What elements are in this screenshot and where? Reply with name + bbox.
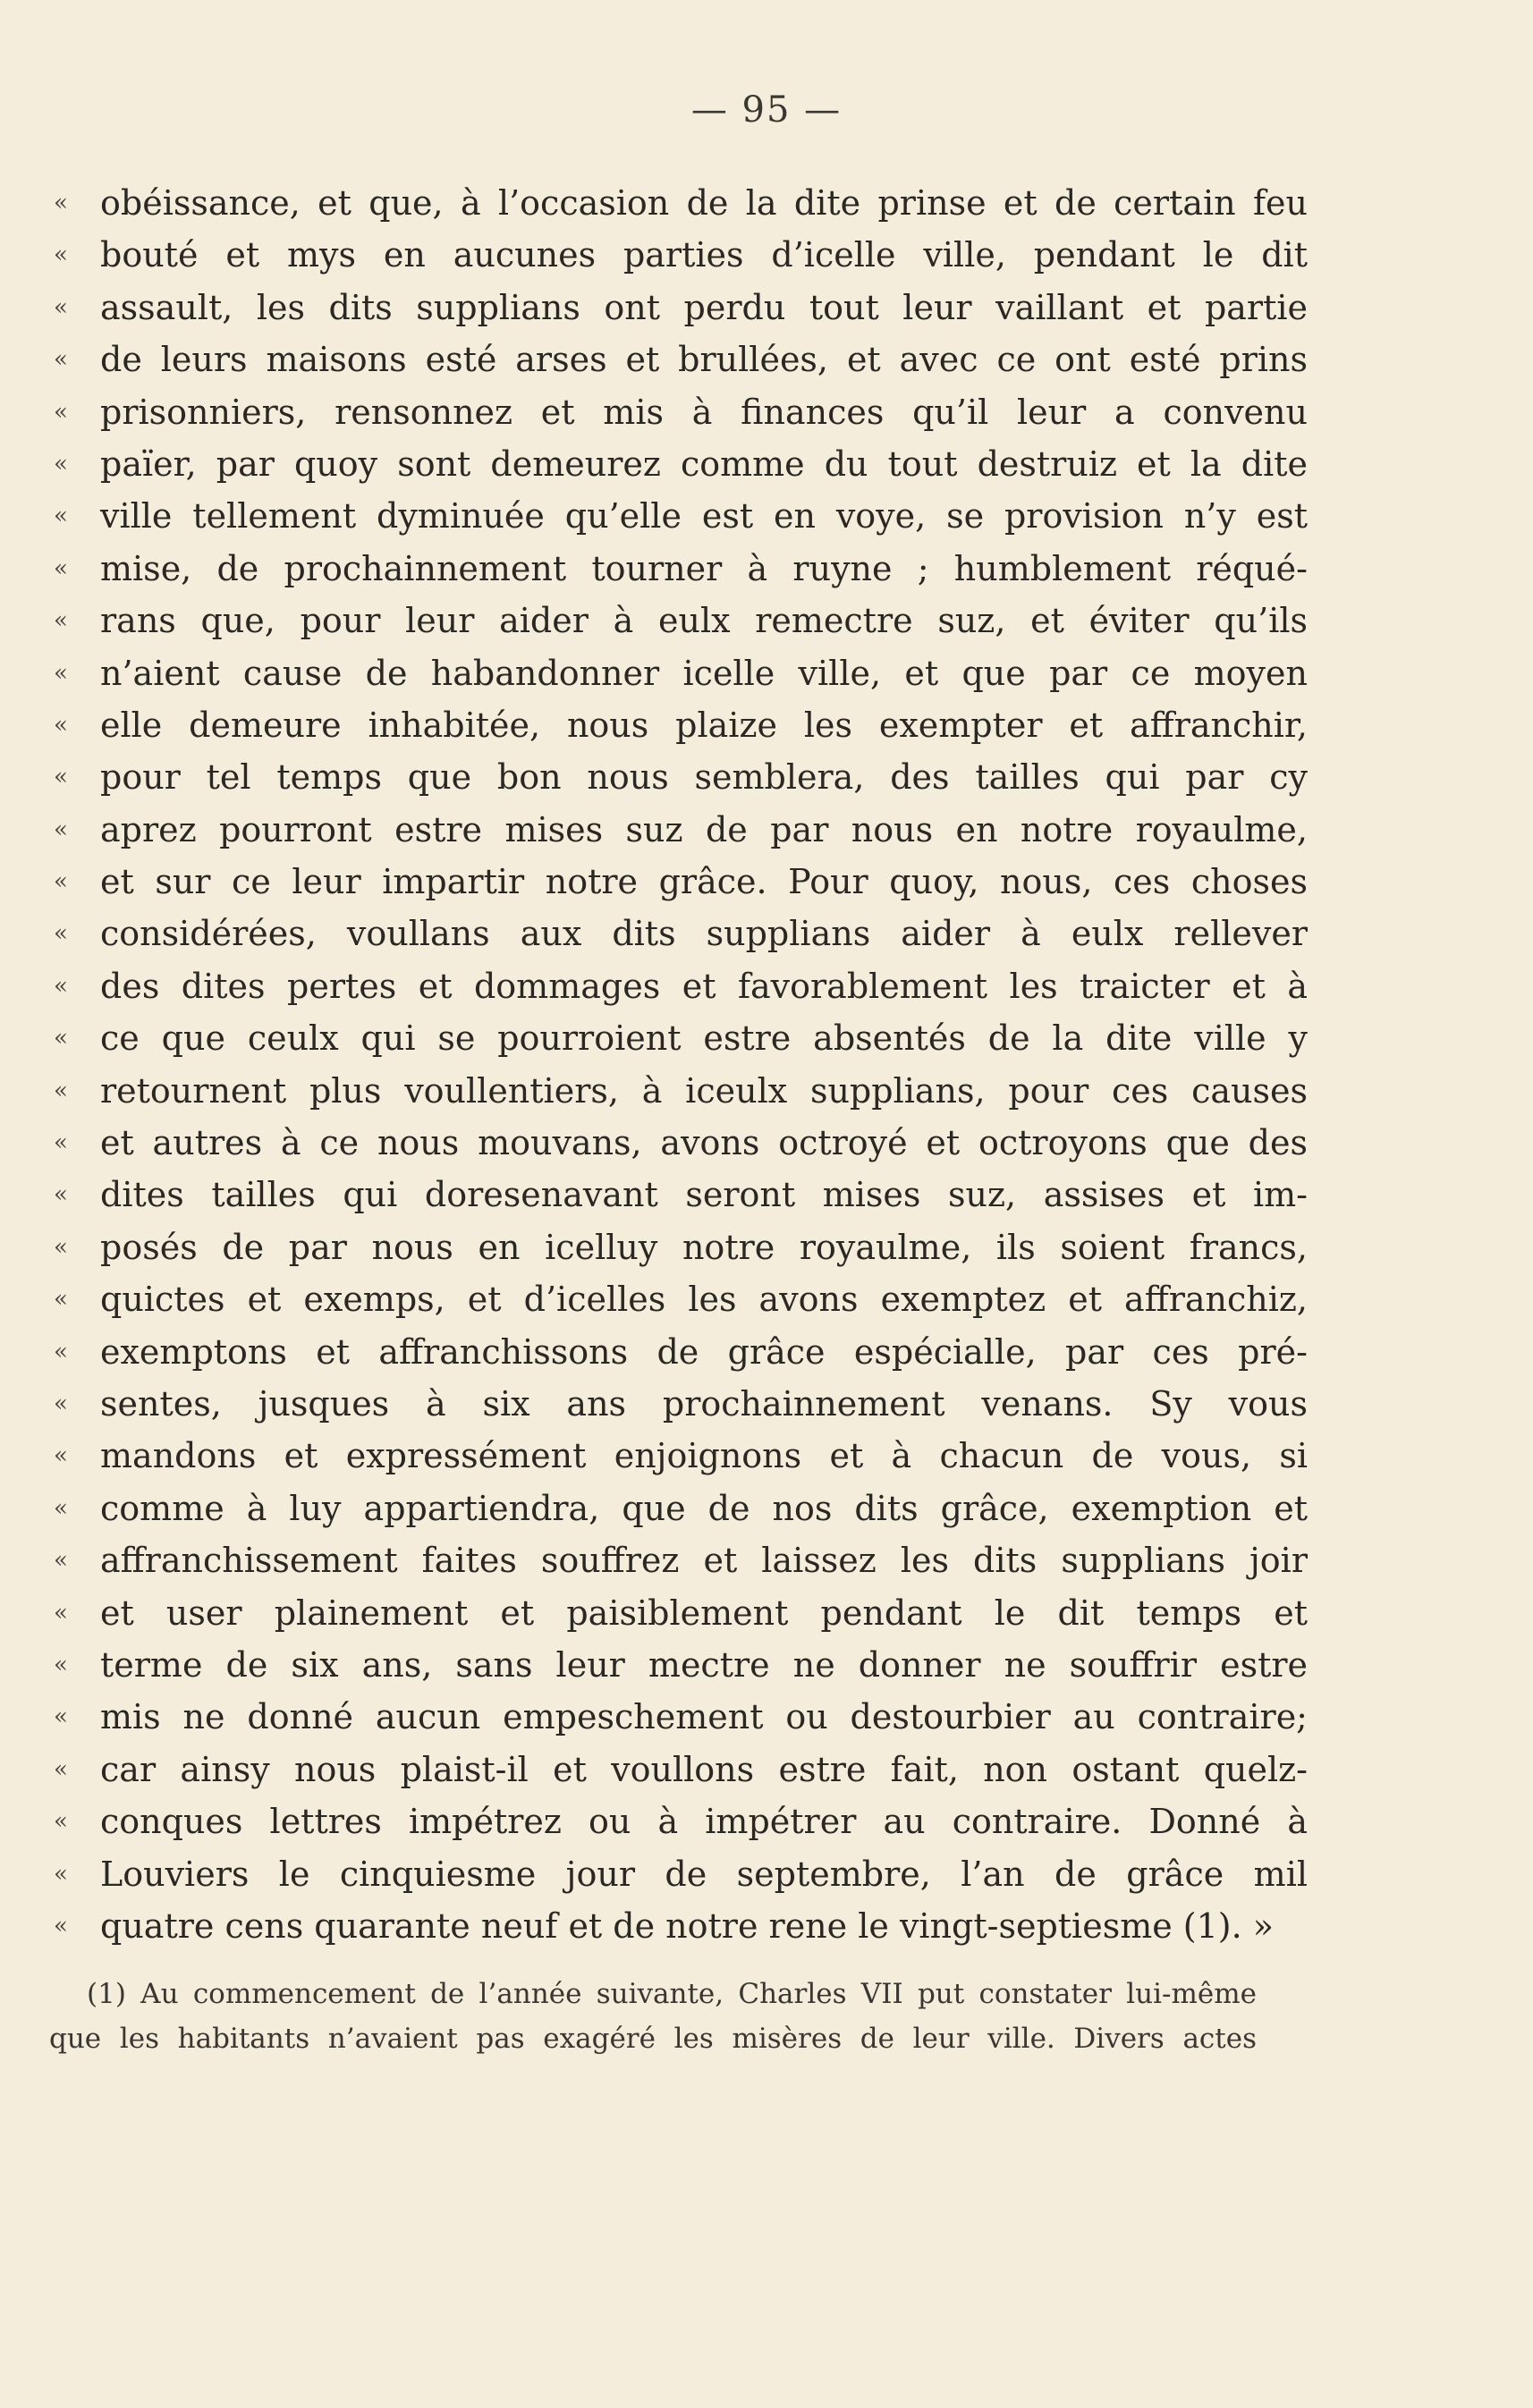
line-text: et sur ce leur impartir notre grâce. Pour quoy, nous, ces choses xyxy=(100,862,1308,902)
line-text: aprez pourront estre mises suz de par nous en notre royaulme, xyxy=(100,809,1308,849)
quote-mark: « xyxy=(54,1129,68,1157)
quote-mark: « xyxy=(54,1077,68,1104)
text-line xyxy=(54,177,1308,229)
quote-mark: « xyxy=(54,293,68,321)
text-line xyxy=(54,1587,1308,1639)
text-line xyxy=(54,856,1308,908)
quote-mark: « xyxy=(54,1025,68,1052)
line-text: Louviers le cinquiesme jour de septembre, l’an de grâce mil xyxy=(100,1854,1308,1894)
text-line xyxy=(54,1900,1275,1952)
line-text: mis ne donné aucun empeschement ou destourbier au contraire; xyxy=(100,1697,1308,1737)
footnote xyxy=(49,1972,1257,2061)
line-text: bouté et mys en aucunes parties d’icelle ville, pendant le dit xyxy=(100,235,1308,275)
quote-mark: « xyxy=(54,1181,68,1209)
text-line xyxy=(54,386,1308,438)
quote-mark: « xyxy=(54,659,68,687)
page-number: — 95 — xyxy=(690,89,843,131)
quote-mark: « xyxy=(54,711,68,739)
text-line xyxy=(54,1117,1308,1169)
text-line xyxy=(54,1169,1308,1221)
line-text: sentes, jusques à six ans prochainnement venans. Sy vous xyxy=(100,1383,1308,1424)
text-line xyxy=(54,595,1308,646)
text-line xyxy=(54,543,1308,595)
text-line xyxy=(54,1326,1308,1378)
quote-mark: « xyxy=(54,503,68,530)
quote-mark: « xyxy=(54,241,68,269)
quote-mark: « xyxy=(54,764,68,791)
line-text: et user plainement et paisiblement pendant le dit temps et xyxy=(100,1593,1308,1633)
text-line xyxy=(54,490,1308,542)
text-line xyxy=(54,1065,1308,1117)
line-text: retournent plus voullentiers, à iceulx supplians, pour ces causes xyxy=(100,1070,1308,1111)
line-text: n’aient cause de habandonner icelle ville, et que par ce moyen xyxy=(100,653,1308,693)
quote-mark: « xyxy=(54,1755,68,1783)
line-text: elle demeure inhabitée, nous plaize les exempter et affranchir, xyxy=(100,705,1308,745)
quote-mark: « xyxy=(54,190,68,216)
text-line xyxy=(54,229,1308,281)
text-line xyxy=(54,334,1308,385)
line-text: mise, de prochainnement tourner à ruyne ; humblement réqué- xyxy=(100,548,1308,588)
line-text: exemptons et affranchissons de grâce espécialle, par ces pré- xyxy=(100,1331,1308,1372)
line-text: assault, les dits supplians ont perdu tout leur vaillant et partie xyxy=(100,287,1308,327)
text-line xyxy=(54,647,1308,699)
quote-mark: « xyxy=(54,450,68,477)
quote-mark: « xyxy=(54,815,68,843)
body-text xyxy=(54,177,1308,1952)
text-line xyxy=(54,1534,1308,1586)
line-text: prisonniers, rensonnez et mis à finances qu’il leur a convenu xyxy=(100,392,1308,432)
text-line xyxy=(54,1744,1308,1795)
footnote-line: (1) Au commencement de l’année suivante, Charles VII put constater lui-même xyxy=(87,1978,1257,2010)
text-line xyxy=(54,804,1308,856)
line-text: comme à luy appartiendra, que de nos dits grâce, exemption et xyxy=(100,1488,1308,1528)
line-text: ce que ceulx qui se pourroient estre absentés de la dite ville y xyxy=(100,1018,1308,1059)
quote-mark: « xyxy=(54,607,68,635)
quote-mark: « xyxy=(54,1494,68,1522)
line-text: quictes et exemps, et d’icelles les avons exemptez et affranchiz, xyxy=(100,1280,1308,1320)
text-line xyxy=(54,1795,1308,1847)
line-text: de leurs maisons esté arses et brullées, et avec ce ont esté prins xyxy=(100,340,1308,380)
quote-mark: « xyxy=(54,1547,68,1575)
text-line xyxy=(54,1012,1308,1064)
line-text: obéissance, et que, à l’occasion de la dite prinse et de certain feu xyxy=(100,183,1308,223)
line-text: considérées, voullans aux dits supplians aider à eulx rellever xyxy=(100,914,1308,954)
footnote-line: que les habitants n’avaient pas exagéré les misères de leur ville. Divers actes xyxy=(49,2023,1257,2055)
text-line xyxy=(54,1848,1308,1900)
quote-mark: « xyxy=(54,398,68,426)
quote-mark: « xyxy=(54,868,68,896)
line-text: rans que, pour leur aider à eulx remectre suz, et éviter qu’ils xyxy=(100,601,1308,641)
text-line xyxy=(54,1430,1308,1482)
text-line xyxy=(54,1483,1308,1534)
text-line xyxy=(54,1691,1308,1743)
line-text: mandons et expressément enjoignons et à chacun de vous, si xyxy=(100,1436,1308,1476)
quote-mark: « xyxy=(54,1233,68,1261)
line-text: et autres à ce nous mouvans, avons octroyé et octroyons que des xyxy=(100,1123,1308,1163)
line-text: pour tel temps que bon nous semblera, des tailles qui par cy xyxy=(100,757,1308,798)
quote-mark: « xyxy=(54,1599,68,1626)
quote-mark: « xyxy=(54,1703,68,1731)
text-line xyxy=(54,1273,1308,1325)
text-line xyxy=(54,751,1308,803)
line-text: païer, par quoy sont demeurez comme du tout destruiz et la dite xyxy=(100,444,1308,484)
line-text: posés de par nous en icelluy notre royaulme, ils soient francs, xyxy=(100,1227,1308,1267)
line-text: quatre cens quarante neuf et de notre rene le vingt-septiesme (1). » xyxy=(100,1905,1275,1946)
text-line xyxy=(54,1378,1308,1430)
text-line xyxy=(54,438,1308,490)
text-line xyxy=(54,282,1308,334)
line-text: dites tailles qui doresenavant seront mises suz, assises et im- xyxy=(100,1175,1308,1215)
quote-mark: « xyxy=(54,972,68,1000)
line-text: car ainsy nous plaist-il et voullons estre fait, non ostant quelz- xyxy=(100,1749,1308,1789)
line-text: des dites pertes et dommages et favorablement les traicter et à xyxy=(100,966,1308,1006)
quote-mark: « xyxy=(54,1286,68,1314)
text-line xyxy=(54,908,1308,959)
line-text: terme de six ans, sans leur mectre ne donner ne souffrir estre xyxy=(100,1644,1308,1685)
line-text: affranchissement faites souffrez et laissez les dits supplians joir xyxy=(100,1541,1308,1581)
quote-mark: « xyxy=(54,1651,68,1678)
quote-mark: « xyxy=(54,554,68,582)
line-text: conques lettres impétrez ou à impétrer au contraire. Donné à xyxy=(100,1802,1308,1842)
quote-mark: « xyxy=(54,1442,68,1470)
quote-mark: « xyxy=(54,1390,68,1417)
quote-mark: « xyxy=(54,1860,68,1888)
quote-mark: « xyxy=(54,920,68,948)
line-text: ville tellement dyminuée qu’elle est en voye, se provision n’y est xyxy=(100,496,1308,537)
quote-mark: « xyxy=(54,1808,68,1836)
text-line xyxy=(54,699,1308,751)
text-line xyxy=(54,1639,1308,1691)
quote-mark: « xyxy=(54,346,68,374)
quote-mark: « xyxy=(54,1338,68,1365)
quote-mark: « xyxy=(54,1912,68,1939)
text-line xyxy=(54,960,1308,1012)
text-line xyxy=(54,1221,1308,1273)
